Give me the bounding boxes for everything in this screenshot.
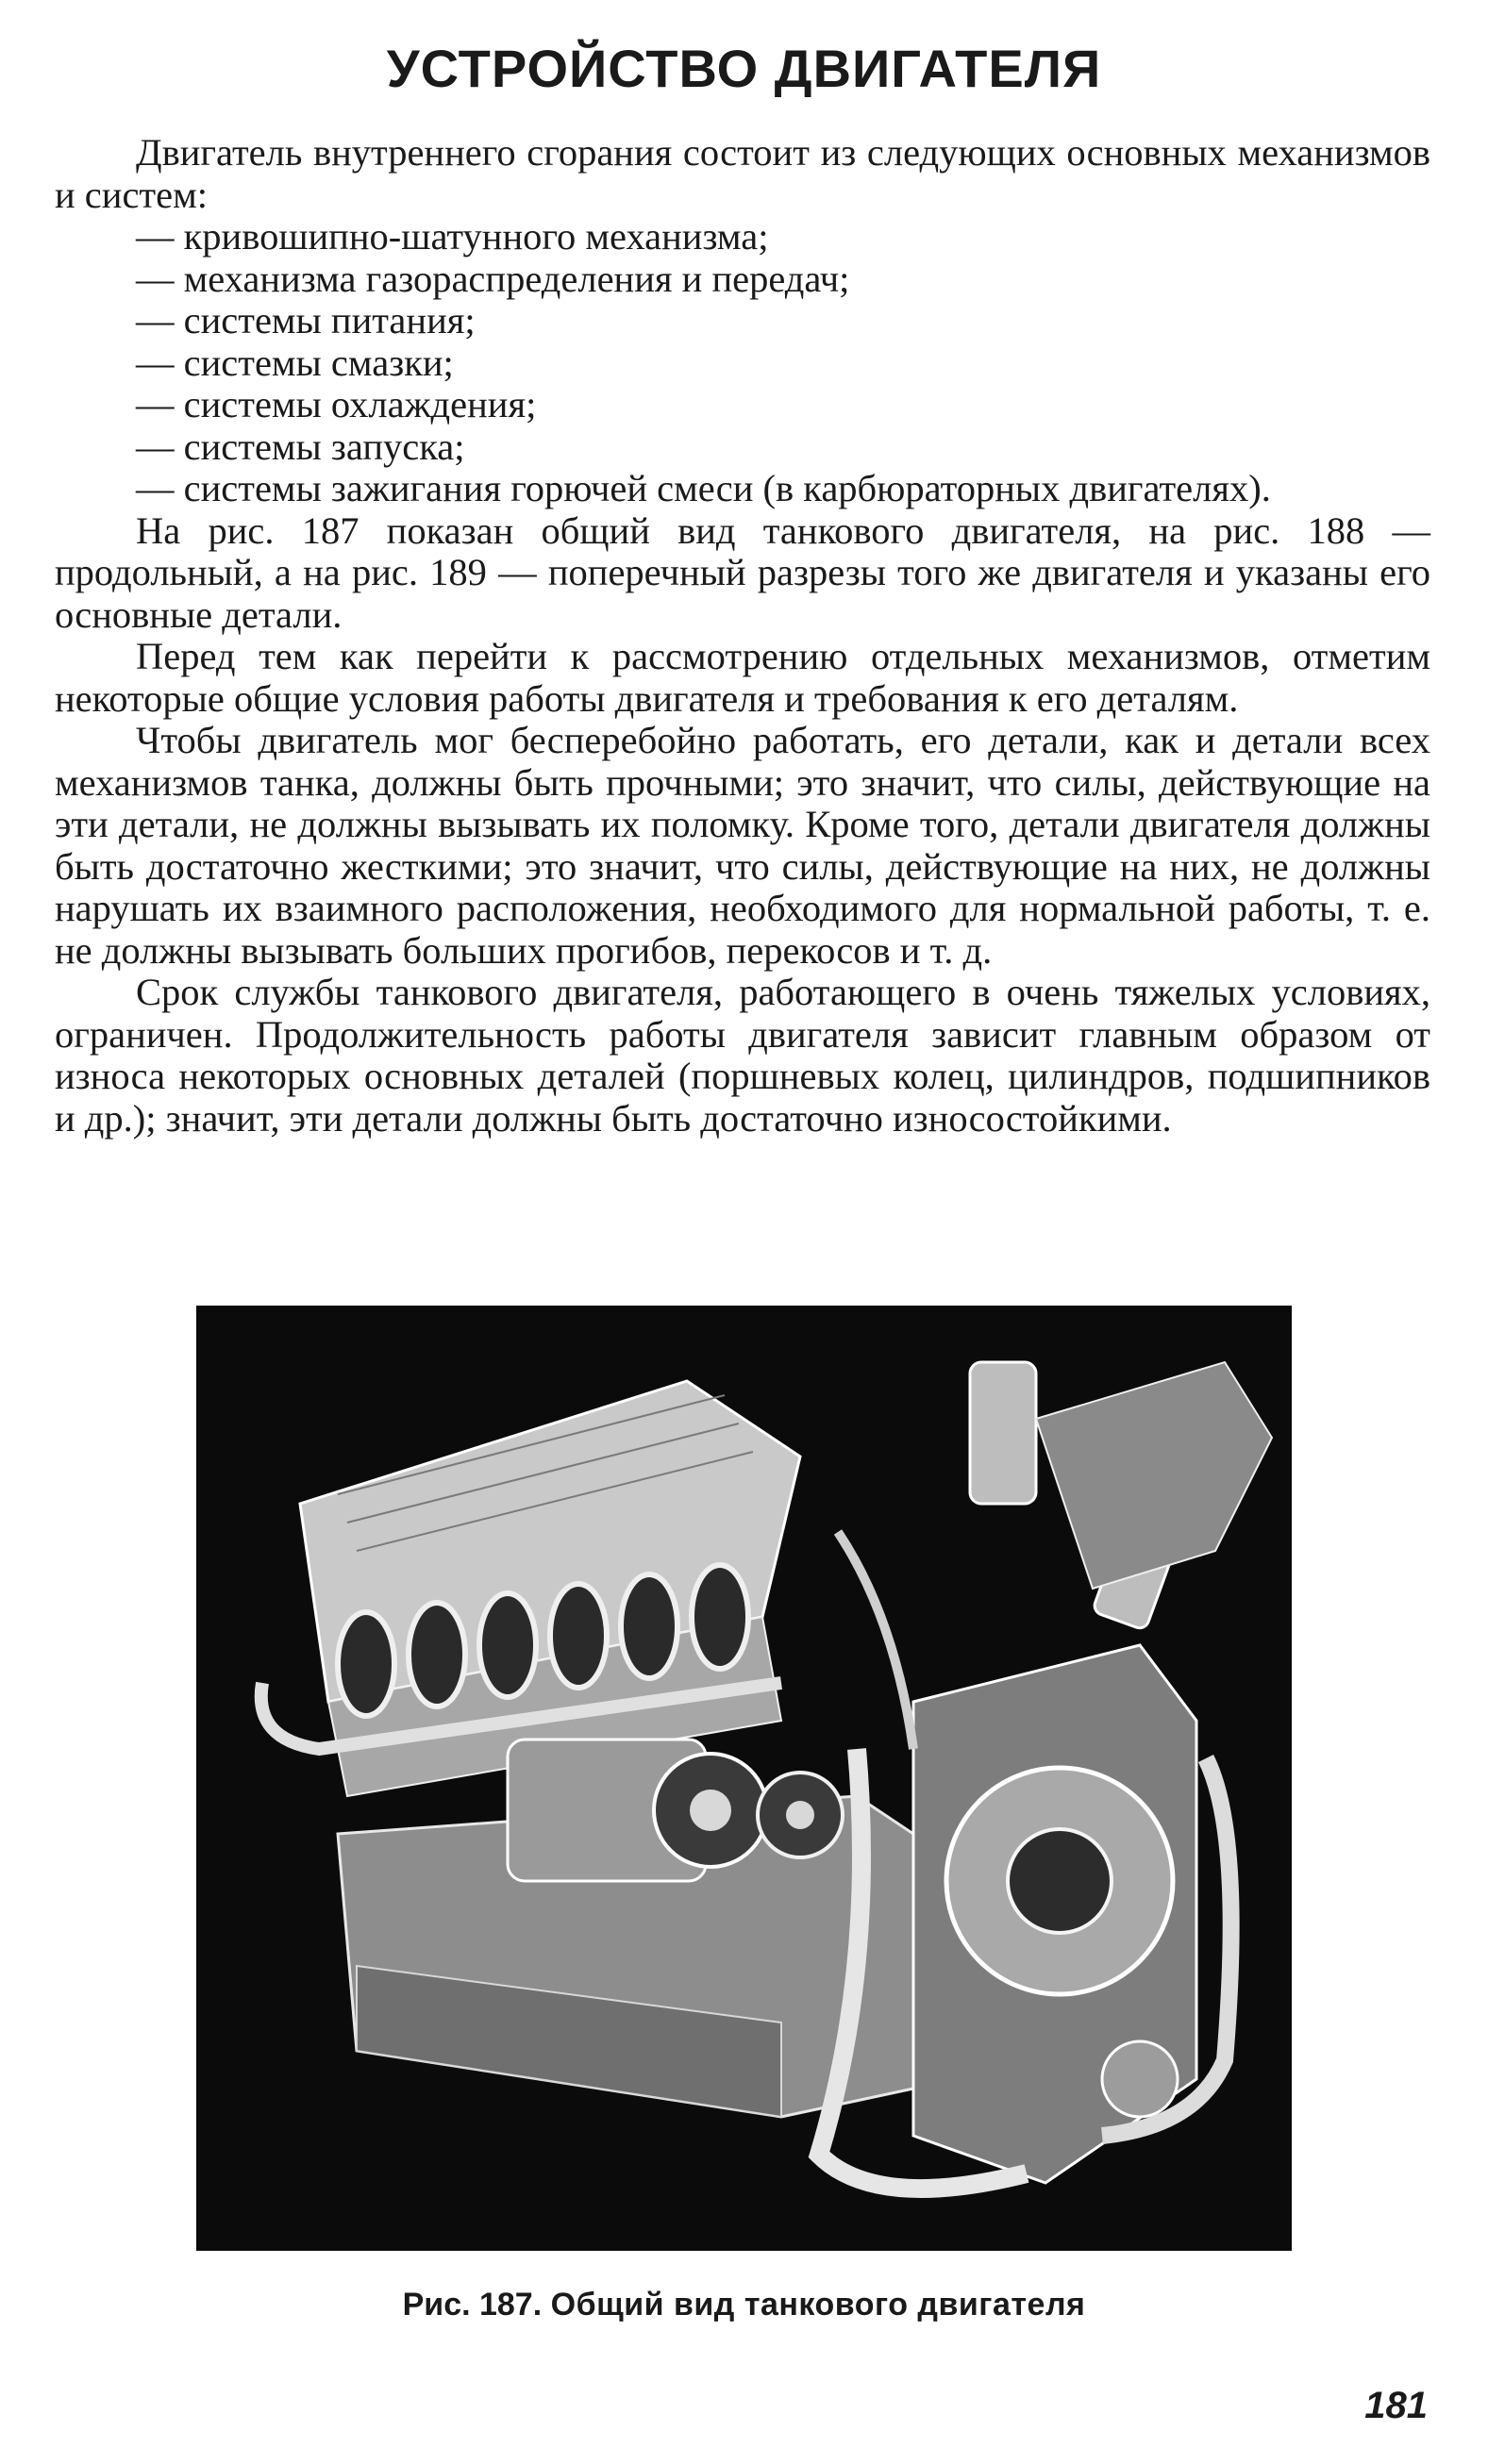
list-item: — механизма газораспределения и передач; — [136, 257, 850, 300]
engine-figure — [196, 1306, 1292, 2251]
list-item: — системы зажигания горючей смеси (в карбюраторных двигателях). — [136, 467, 1271, 509]
section-heading: УСТРОЙСТВО ДВИГАТЕЛЯ — [386, 39, 1102, 98]
paragraph: Чтобы двигатель мог бесперебойно работать, его детали, как и детали всех механизмов танка, должны быть прочными; это значит, что силы, действующие на эти детали, не должны вызывать их поломку. Кроме того, детали двигателя должны быть достаточно жесткими; это значит, что силы, действующие на них, не должны нарушать их взаимного расположения, необходимого для нормальной работы, т. е. не должны вызывать больших прогибов, перекосов и т. д. — [55, 719, 1430, 972]
list-item: — кривошипно-шатунного механизма; — [136, 215, 769, 258]
paragraph: На рис. 187 показан общий вид танкового двигателя, на рис. 188 — продольный, а на рис. 189 — поперечный разрезы того же двигателя и указаны его основные детали. — [55, 508, 1430, 636]
intro-paragraph: Двигатель внутреннего сгорания состоит из следующих основных механизмов и систем: — [55, 131, 1430, 216]
page-number: 181 — [1364, 2385, 1428, 2426]
list-item: — системы запуска; — [136, 425, 465, 468]
list-item: — системы смазки; — [136, 341, 454, 384]
paragraph: Срок службы танкового двигателя, работающего в очень тяжелых условиях, ограничен. Продолжительность работы двигателя зависит главным образом от износа некоторых основных деталей (поршневых колец, цилиндров, подшипников и др.); значит, эти детали должны быть достаточно износостойкими. — [55, 971, 1430, 1140]
figure-caption-text: Общий вид танкового двигателя — [550, 2287, 1086, 2322]
paragraph: Перед тем как перейти к рассмотрению отдельных механизмов, отметим некоторые общие условия работы двигателя и требования к его деталям. — [55, 635, 1430, 720]
figure-caption — [0, 2287, 1488, 2323]
list-item: — системы питания; — [136, 299, 476, 341]
figure-number: Рис. 187. — [402, 2287, 543, 2322]
list-item: — системы охлаждения; — [136, 383, 537, 425]
engine-illustration — [196, 1306, 1292, 2251]
body-text — [55, 132, 1430, 1140]
